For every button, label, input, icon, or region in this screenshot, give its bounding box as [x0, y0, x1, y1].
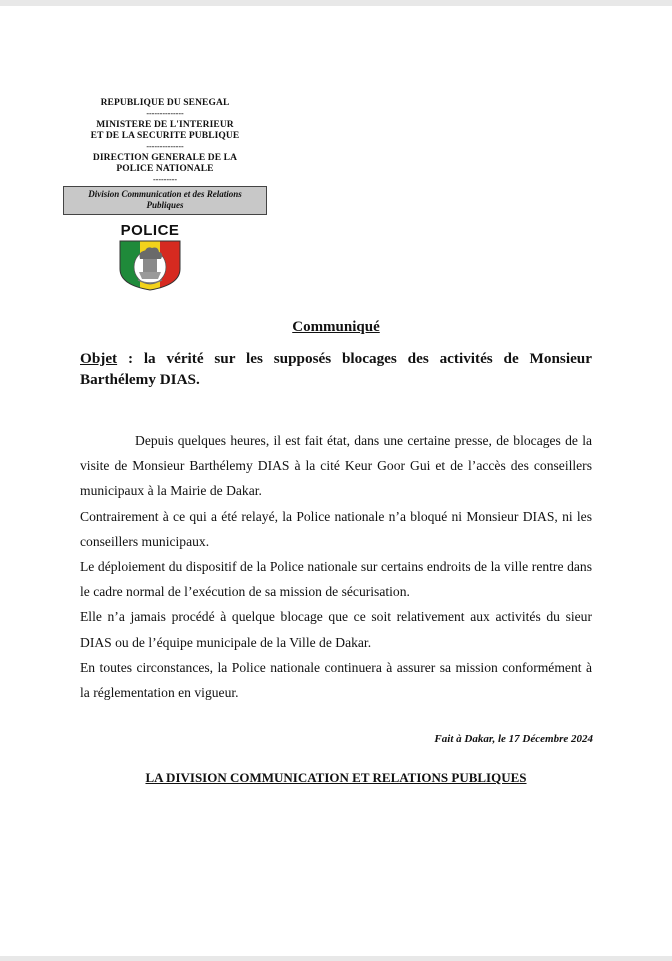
division-line-1: Division Communication et des Relations [88, 189, 242, 199]
direction-line-1: DIRECTION GENERALE DE LA [92, 153, 238, 163]
police-emblem-icon [118, 239, 182, 291]
paragraph: En toutes circonstances, la Police nationale continuera à assurer sa mission conformément à la réglementation en vigueur. [80, 659, 592, 701]
body-text [80, 428, 592, 705]
ministere-line-2: ET DE LA SECURITE PUBLIQUE [90, 131, 240, 141]
paragraph: Le déploiement du dispositif de la Police nationale sur certains endroits de la ville rentre dans le cadre normal de l’exécution de sa mission de sécurisation. [80, 559, 592, 600]
subject-label: Objet [80, 350, 118, 367]
paragraph: Elle n’a jamais procédé à quelque blocage que ce soit relativement aux activités du sieur DIAS ou de l’équipe municipale de la Ville de Dakar. [80, 609, 592, 650]
separator: -------------- [146, 109, 184, 118]
police-logo-text: POLICE [120, 222, 180, 239]
direction-line-2: POLICE NATIONALE [116, 164, 214, 174]
police-logo [112, 222, 188, 292]
republique-line: REPUBLIQUE DU SENEGAL [100, 98, 230, 108]
division-line-2: Publiques [146, 200, 184, 210]
bottom-border [0, 956, 672, 961]
separator: -------------- [146, 142, 184, 151]
signature: LA DIVISION COMMUNICATION ET RELATIONS PUBLIQUES [145, 770, 527, 785]
subject [80, 348, 592, 390]
ministere-line-1: MINISTERE DE L'INTERIEUR [96, 120, 234, 130]
separator-short: --------- [153, 175, 177, 184]
letterhead [63, 98, 267, 215]
paragraph: Depuis quelques heures, il est fait état, dans une certaine presse, de blocages de la visite de Monsieur Barthélemy DIAS à la cité Keur Goor Gui et de l’accès des conseillers municipaux à la Mairie de Dakar. [80, 433, 592, 499]
paragraph: Contrairement à ce qui a été relayé, la Police nationale n’a bloqué ni Monsieur DIAS, ni les conseillers municipaux. [80, 508, 592, 549]
division-box [63, 186, 267, 215]
subject-text: : la vérité sur les supposés blocages des activités de Monsieur Barthélemy DIAS. [80, 350, 592, 388]
place-date: Fait à Dakar, le 17 Décembre 2024 [434, 733, 593, 745]
top-border [0, 0, 672, 6]
document-title: Communiqué [292, 319, 380, 335]
